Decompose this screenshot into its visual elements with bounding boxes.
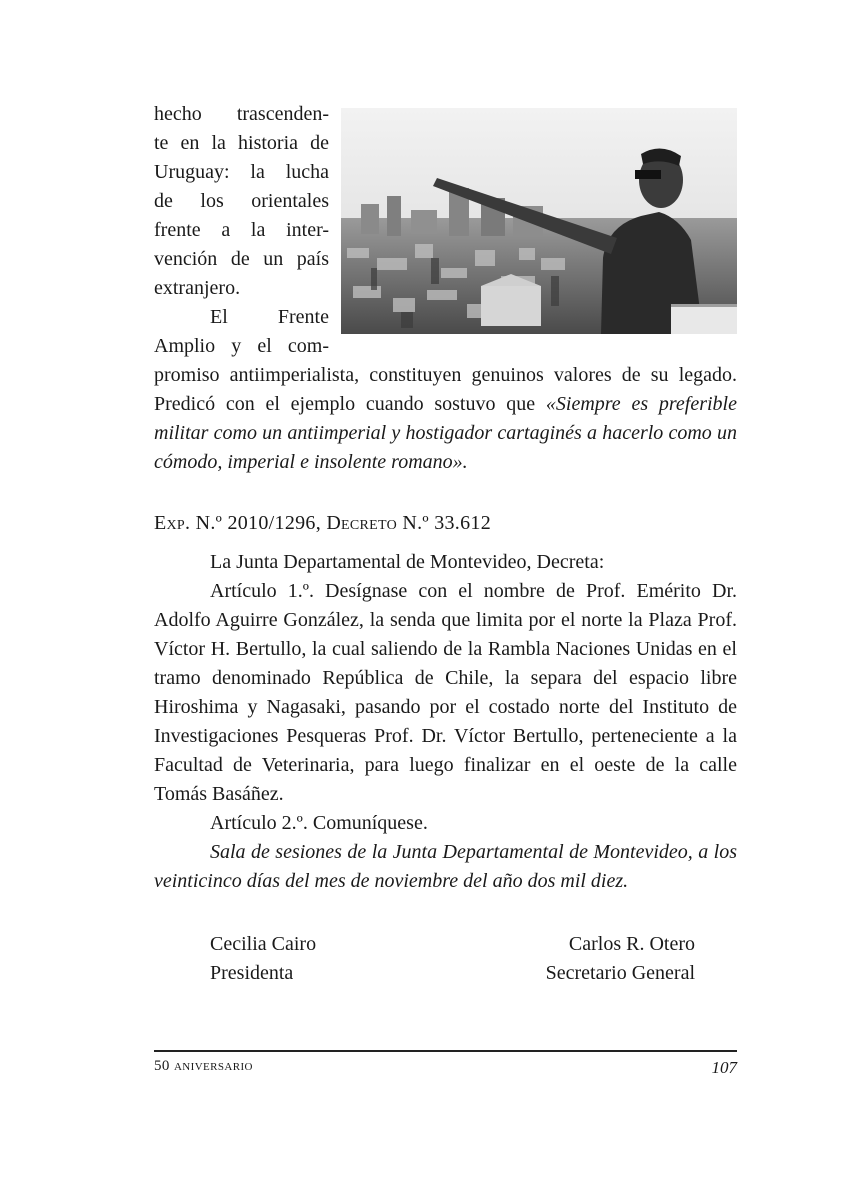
- page-number: 107: [711, 1058, 737, 1077]
- intro-line: de los orientales: [154, 190, 329, 212]
- intro-line: hecho trascenden-: [154, 103, 329, 125]
- footer-running-title: 50 aniversario: [154, 1058, 253, 1074]
- signatures: [154, 930, 737, 988]
- intro-text: promiso antiimperialista, constituyen genuinos valores de su legado. Predicó con el ejemplo cuando sostuvo que: [154, 364, 737, 415]
- intro-line: frente a la inter-: [154, 219, 329, 241]
- signature-left-name: Cecilia Cairo: [210, 933, 317, 955]
- decree-article-1: Artículo 1.º. Desígnase con el nombre de Prof. Emérito Dr. Adolfo Aguirre González, la senda que limita por el norte la Plaza Prof. Víctor H. Bertullo, la cual saliendo de la Rambla Naciones Unidas en el tramo denominado República de Chile, la separa del espacio libre Hiroshima y Nagasaki, pasando por el costado norte del Instituto de Investigaciones Pesqueras Prof. Dr. Víctor Bertullo, perteneciente a la Facultad de Veterinaria, para luego finalizar en el oeste de la calle Tomás Basáñez.: [154, 580, 737, 805]
- page-body: [154, 100, 737, 988]
- signature-right-title: Secretario General: [545, 962, 695, 984]
- intro-line: El Frente: [210, 306, 329, 328]
- decree-heading-text: Exp. N.º 2010/1296, Decreto N.º 33.612: [154, 512, 491, 534]
- intro-line: Uruguay: la lucha: [154, 161, 329, 183]
- decree-article-2: Artículo 2.º. Comuníquese.: [210, 812, 428, 834]
- page-footer: [154, 1050, 737, 1078]
- signature-right-name: Carlos R. Otero: [568, 933, 695, 955]
- signature-left: [210, 930, 316, 988]
- intro-line: Amplio y el com-: [154, 335, 329, 357]
- man-pointing-over-city-photo: [341, 108, 737, 334]
- decree-opening: La Junta Departamental de Montevideo, Decreta:: [210, 551, 605, 573]
- intro-paragraph-continued: [154, 361, 737, 477]
- signature-left-title: Presidenta: [210, 962, 294, 984]
- intro-line: vención de un país: [154, 248, 329, 270]
- intro-quote: «Siempre es preferible militar como un antiimperial y hostigador cartaginés a hacerlo como un cómodo, imperial e insolente romano».: [154, 393, 737, 473]
- signature-right: [546, 930, 695, 988]
- intro-line: extranjero.: [154, 277, 241, 299]
- decree-heading: [154, 509, 737, 538]
- decree-closing: Sala de sesiones de la Junta Departamental de Montevideo, a los veinticinco días del mes de noviembre del año dos mil diez.: [154, 841, 737, 892]
- intro-line: te en la historia de: [154, 132, 329, 154]
